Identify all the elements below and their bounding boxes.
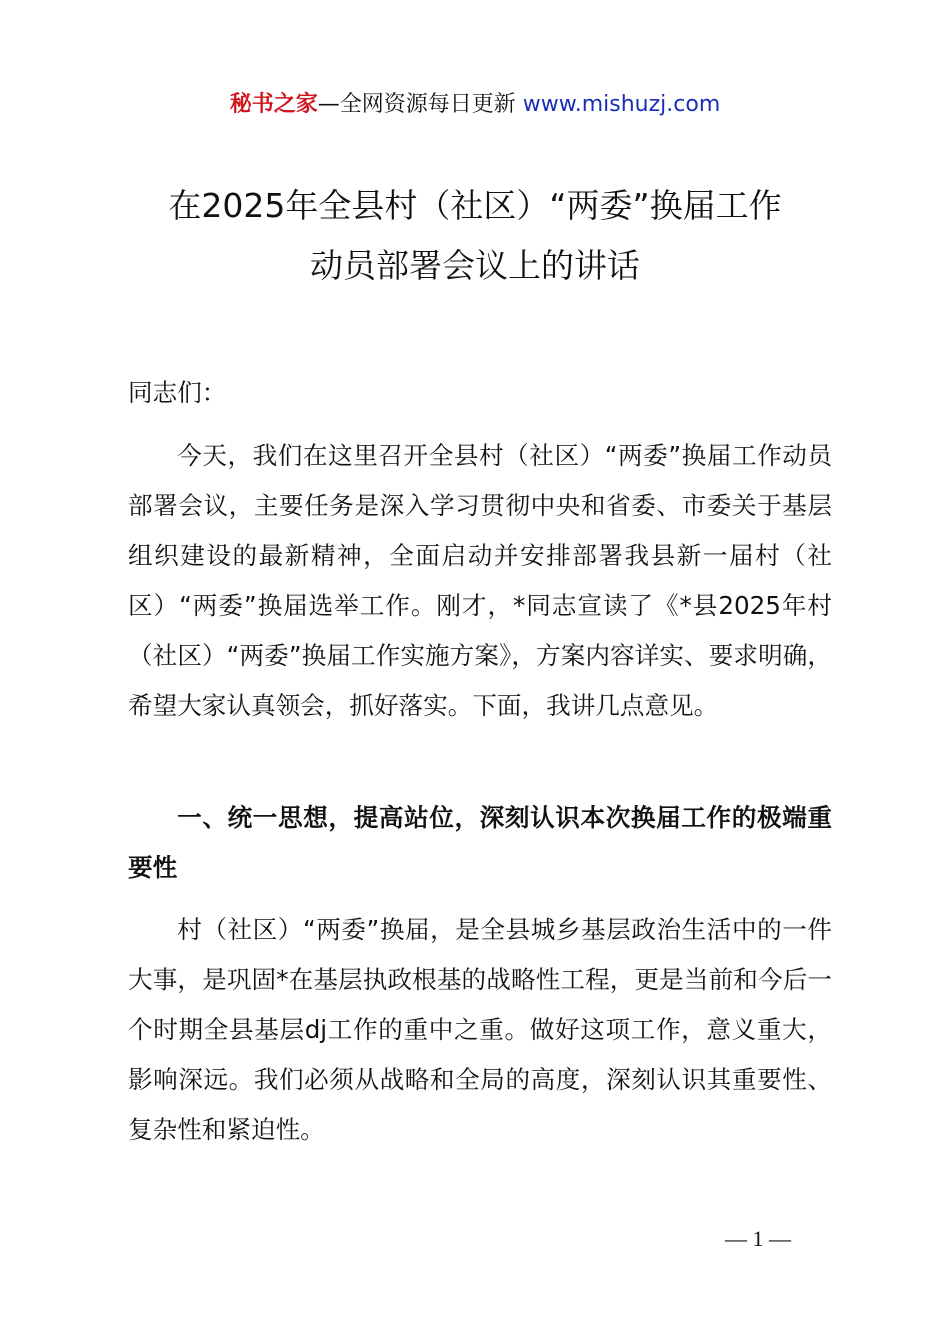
banner-tagline: —全网资源每日更新 <box>317 92 523 117</box>
section-heading-1: 一、统一思想，提高站位，深刻认识本次换届工作的极端重要性 <box>128 803 832 882</box>
paragraph-section-1: 村（社区）“两委”换届，是全县城乡基层政治生活中的一件大事，是巩固*在基层执政根基的战略性工程，更是当前和今后一个时期全县基层dj工作的重中之重。做好这项工作，意义重大，影响深远。我们必须从战略和全局的高度，深刻认识其重要性、复杂性和紧迫性。 <box>128 915 832 1144</box>
title-line-1: 在2025年全县村（社区）“两委”换届工作 <box>168 186 782 225</box>
paragraph-intro: 今天，我们在这里召开全县村（社区）“两委”换届工作动员部署会议，主要任务是深入学习贯彻中央和省委、市委关于基层组织建设的最新精神，全面启动并安排部署我县新一届村（社区）“两委”换届选举工作。刚才，*同志宣读了《*县2025年村（社区）“两委”换届工作实施方案》，方案内容详实、要求明确，希望大家认真领会，抓好落实。下面，我讲几点意见。 <box>128 441 832 720</box>
document-title <box>90 176 860 296</box>
title-line-2: 动员部署会议上的讲话 <box>310 246 640 285</box>
salutation: 同志们： <box>128 378 227 407</box>
banner-brand: 秘书之家 <box>229 92 318 117</box>
site-banner <box>0 88 950 122</box>
banner-url-link[interactable]: www.mishuzj.com <box>522 92 721 117</box>
page-number: — 1 — <box>725 1226 791 1251</box>
